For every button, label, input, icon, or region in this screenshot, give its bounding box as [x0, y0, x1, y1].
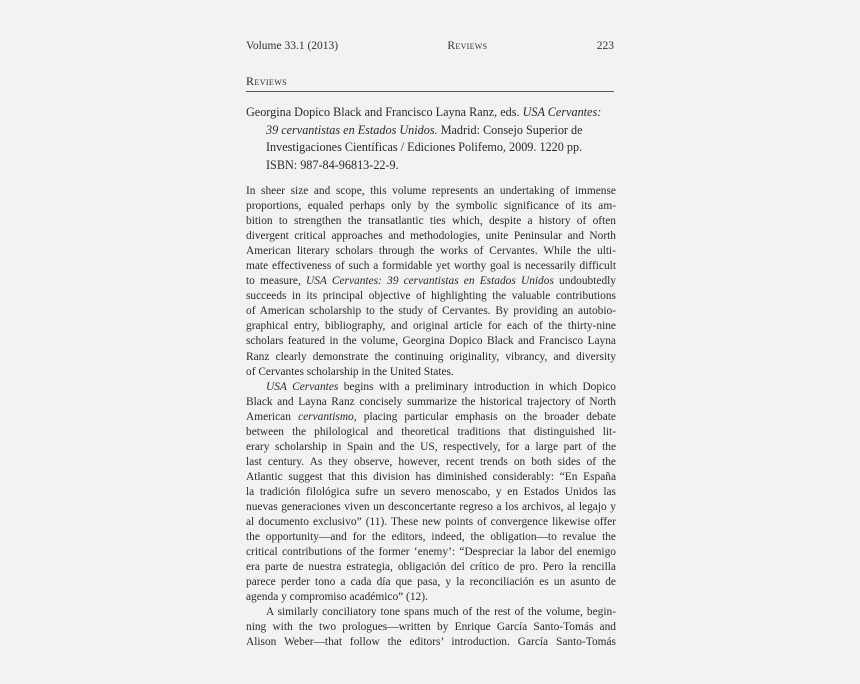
- page-number: 223: [596, 40, 614, 52]
- term-italic: cervantismo: [298, 410, 354, 423]
- text-line: of Cervantes scholarship in the United States.: [246, 365, 454, 378]
- text-line: Ranz clearly demonstrate the continuing originality, vibrancy, and diversity: [246, 350, 616, 363]
- book-title-italic: USA Cervantes: 39 cervantistas en Estados Unidos: [306, 275, 554, 288]
- text-line: nuevas generaciones viven un desconcertante regreso a los archivos, al legajo y: [246, 500, 616, 513]
- header-section-name: Reviews: [447, 40, 488, 52]
- text-line: graphical entry, bibliography, and original article for each of the thirty-nine: [246, 320, 616, 333]
- citation-line: [246, 104, 614, 122]
- text-line: Atlantic suggest that this division has diminished considerably: “En España: [246, 470, 616, 483]
- citation-line: [246, 122, 614, 140]
- text-line: [246, 274, 616, 289]
- text-line: parece perder tono a cada día que pasa, y la reconciliación es un asunto de: [246, 576, 616, 589]
- citation-editors: Georgina Dopico Black and Francisco Layna Ranz, eds.: [246, 105, 523, 119]
- book-title-italic: USA Cervantes: [266, 380, 339, 393]
- text-line: divergent critical approaches and methodologies, unite Peninsular and North: [246, 230, 616, 243]
- text-line: [246, 410, 616, 425]
- text-line: succeeds in its principal objective of highlighting the valuable contributions: [246, 290, 616, 303]
- text-fragment: to measure,: [246, 275, 307, 288]
- text-line: the opportunity—and for the editors, indeed, the obligation—to revalue the: [246, 531, 616, 544]
- citation-book-subtitle: 39 cervantistas en Estados Unidos.: [266, 122, 438, 137]
- citation-publisher: Madrid: Consejo Superior de: [437, 122, 583, 137]
- review-body: [246, 184, 616, 650]
- citation-book-title: USA Cervantes:: [522, 105, 602, 119]
- text-line: bition to strengthen the transatlantic ties which, despite a history of often: [246, 215, 616, 228]
- volume-info: Volume 33.1 (2013): [246, 40, 339, 52]
- citation-line: Investigaciones Científicas / Ediciones Polifemo, 2009. 1220 pp.: [266, 140, 583, 155]
- running-header: [246, 40, 614, 52]
- text-line: erary scholarship in Spain and the US, respectively, for a large part of the: [246, 440, 616, 453]
- section-title: Reviews: [246, 74, 614, 92]
- review-citation: [246, 104, 614, 174]
- text-line: A similarly conciliatory tone spans much of the rest of the volume, begin-: [266, 606, 616, 619]
- text-fragment: begins with a preliminary introduction in which Dopico: [338, 380, 616, 393]
- text-fragment: American: [246, 410, 299, 423]
- text-line: ning with the two prologues—written by Enrique García Santo-Tomás and: [246, 621, 616, 634]
- text-line: between the philological and theoretical traditions that distinguished lit-: [246, 425, 616, 438]
- text-line: Black and Layna Ranz concisely summarize the historical trajectory of North: [246, 395, 616, 408]
- text-line: al documento exclusivo” (11). These new points of convergence likewise offer: [246, 516, 616, 529]
- text-line: Alison Weber—that follow the editors’ introduction. García Santo-Tomás: [246, 636, 616, 649]
- text-line: American literary scholars through the works of Cervantes. While the ulti-: [246, 245, 616, 258]
- text-line: la tradición filológica sufre un severo menoscabo, y en Estados Unidos las: [246, 485, 616, 498]
- citation-isbn: ISBN: 987-84-96813-22-9.: [266, 157, 399, 172]
- text-line: of American scholarship to the study of Cervantes. By providing an autobio-: [246, 305, 616, 318]
- text-line: agenda y compromiso académico” (12).: [246, 591, 428, 604]
- text-line: era parte de nuestra estrategia, obligación del crítico de pro. Pero la rencilla: [246, 561, 616, 574]
- text-line: scholars featured in the volume, Georgina Dopico Black and Francisco Layna: [246, 335, 616, 348]
- text-line: [246, 380, 616, 395]
- text-fragment: undoubtedly: [553, 275, 616, 288]
- text-fragment: , placing particular emphasis on the broader debate: [353, 410, 616, 423]
- text-line: last century. As they observe, however, recent trends on both sides of the: [246, 455, 616, 468]
- text-line: In sheer size and scope, this volume represents an undertaking of immense: [246, 185, 616, 197]
- text-line: proportions, equaled perhaps only by the symbolic significance of its am-: [246, 200, 616, 213]
- text-line: critical contributions of the former ‘enemy’: “Despreciar la labor del enemigo: [246, 546, 616, 559]
- text-line: mate effectiveness of such a formidable yet worthy goal is necessarily difficult: [246, 260, 616, 273]
